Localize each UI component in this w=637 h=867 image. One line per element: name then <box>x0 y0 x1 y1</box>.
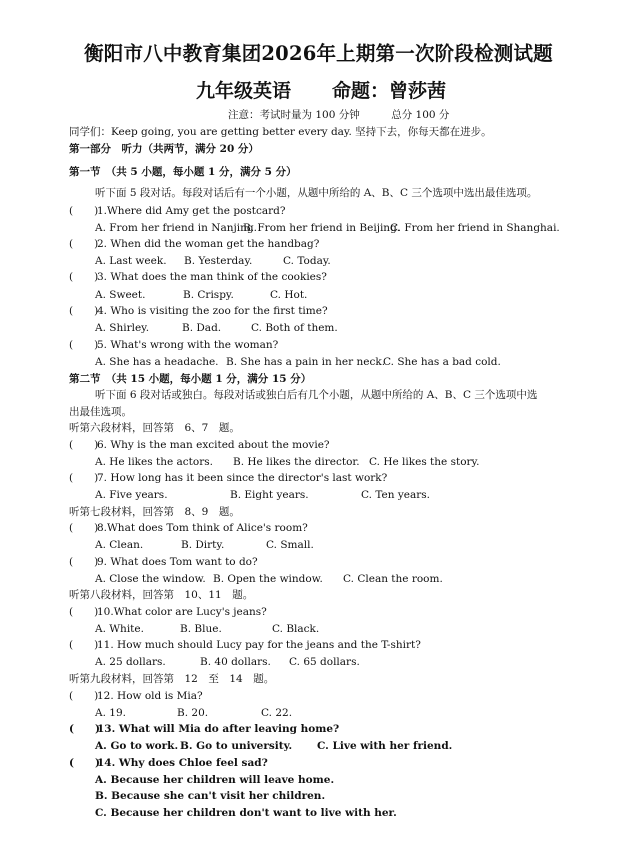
question-text: 8.What does Tom think of Alice's room? <box>97 522 308 534</box>
option-a: A. Clean. <box>95 539 144 551</box>
option-b: B. She has a pain in her neck. <box>226 356 386 368</box>
section2-instruction-cont: 出最佳选项。 <box>69 406 132 418</box>
question-text: 14. Why does Chloe feel sad? <box>97 757 268 769</box>
option-b: B. Open the window. <box>213 573 323 585</box>
option-b: B. Blue. <box>180 623 222 635</box>
answer-blank[interactable]: ( ) <box>69 639 99 651</box>
answer-blank[interactable]: ( ) <box>69 339 99 351</box>
option-c: C. Clean the room. <box>343 573 443 585</box>
option-b: B. From her friend in Beijing. <box>243 222 401 234</box>
option-b: B. 20. <box>177 707 209 719</box>
question-text: 5. What's wrong with the woman? <box>97 339 279 351</box>
option-b: B. 40 dollars. <box>200 656 271 668</box>
material-header: 听第七段材料，回答第 8、9 题。 <box>69 506 240 518</box>
option-b: B. He likes the director. <box>233 456 360 468</box>
answer-blank[interactable]: ( ) <box>69 205 99 217</box>
option-b: B. Eight years. <box>230 489 309 501</box>
answer-blank[interactable]: ( ) <box>69 690 99 702</box>
answer-blank[interactable]: ( ) <box>69 723 100 735</box>
option-a: A. He likes the actors. <box>95 456 213 468</box>
greeting: 同学们：Keep going, you are getting better every day. 坚持下去，你每天都在进步。 <box>69 126 492 138</box>
option-c: C. From her friend in Shanghai. <box>390 222 560 234</box>
option-c: C. 65 dollars. <box>289 656 360 668</box>
answer-blank[interactable]: ( ) <box>69 606 99 618</box>
question-text: 1.Where did Amy get the postcard? <box>97 205 286 217</box>
answer-blank[interactable]: ( ) <box>69 472 99 484</box>
option-b: B. Crispy. <box>183 289 234 301</box>
option-a: A. Sweet. <box>95 289 146 301</box>
option-a: A. Close the window. <box>95 573 206 585</box>
question-text: 10.What color are Lucy's jeans? <box>97 606 267 618</box>
option-a: A. She has a headache. <box>95 356 219 368</box>
material-header: 听第九段材料，回答第 12 至 14 题。 <box>69 673 275 685</box>
option-a: A. Last week. <box>95 255 167 267</box>
option-a: A. From her friend in Nanjing. <box>95 222 257 234</box>
question-text: 13. What will Mia do after leaving home? <box>97 723 340 735</box>
answer-blank[interactable]: ( ) <box>69 238 99 250</box>
answer-blank[interactable]: ( ) <box>69 556 99 568</box>
option-c: C. Black. <box>272 623 320 635</box>
option-b: B. Dirty. <box>181 539 225 551</box>
option-c: C. Live with her friend. <box>317 740 453 752</box>
question-text: 12. How old is Mia? <box>97 690 203 702</box>
option-c: C. Ten years. <box>361 489 430 501</box>
option-c: C. Hot. <box>270 289 308 301</box>
answer-blank[interactable]: ( ) <box>69 757 100 769</box>
option-a: A. Because her children will leave home. <box>95 774 335 786</box>
option-a: A. Go to work. <box>95 740 179 752</box>
option-a: A. 25 dollars. <box>95 656 166 668</box>
option-c: C. Both of them. <box>251 322 338 334</box>
question-text: 11. How much should Lucy pay for the jeans and the T-shirt? <box>97 639 421 651</box>
question-text: 4. Who is visiting the zoo for the first time? <box>97 305 328 317</box>
exam-notice: 注意：考试时量为 100 分钟 总分 100 分 <box>228 109 450 121</box>
answer-blank[interactable]: ( ) <box>69 271 99 283</box>
section2-instruction: 听下面 6 段对话或独白。每段对话或独白后有几个小题，从题中所给的 A、B、C 三个选项中选 <box>95 389 538 401</box>
option-c: C. He likes the story. <box>369 456 480 468</box>
exam-title: 衡阳市八中教育集团2026年上期第一次阶段检测试题 <box>84 42 553 65</box>
author-label: 命题：曾莎茜 <box>332 80 447 102</box>
question-text: 7. How long has it been since the director's last work? <box>97 472 388 484</box>
question-text: 9. What does Tom want to do? <box>97 556 258 568</box>
material-header: 听第六段材料，回答第 6、7 题。 <box>69 422 240 434</box>
section2-heading: 第二节 （共 15 小题，每小题 1 分，满分 15 分） <box>69 373 312 385</box>
section1-heading: 第一节 （共 5 小题，每小题 1 分，满分 5 分） <box>69 166 297 178</box>
option-a: A. Five years. <box>95 489 168 501</box>
option-a: A. 19. <box>95 707 126 719</box>
answer-blank[interactable]: ( ) <box>69 439 99 451</box>
question-text: 6. Why is the man excited about the movie? <box>97 439 330 451</box>
option-c: C. Small. <box>266 539 314 551</box>
option-b: B. Because she can't visit her children. <box>95 790 326 802</box>
material-header: 听第八段材料，回答第 10、11 题。 <box>69 589 254 601</box>
option-b: B. Dad. <box>182 322 222 334</box>
option-c: C. 22. <box>261 707 293 719</box>
option-c: C. Today. <box>283 255 331 267</box>
answer-blank[interactable]: ( ) <box>69 305 99 317</box>
part1-heading: 第一部分 听力（共两节，满分 20 分） <box>69 143 259 155</box>
option-c: C. She has a bad cold. <box>383 356 501 368</box>
question-text: 2. When did the woman get the handbag? <box>97 238 320 250</box>
subject-label: 九年级英语 <box>196 80 292 102</box>
option-c: C. Because her children don't want to live with her. <box>95 807 397 819</box>
section1-instruction: 听下面 5 段对话。每段对话后有一个小题，从题中所给的 A、B、C 三个选项中选出最佳选项。 <box>95 187 538 199</box>
option-b: B. Yesterday. <box>184 255 253 267</box>
option-a: A. White. <box>95 623 144 635</box>
question-text: 3. What does the man think of the cookies? <box>97 271 327 283</box>
option-b: B. Go to university. <box>180 740 293 752</box>
option-a: A. Shirley. <box>95 322 150 334</box>
answer-blank[interactable]: ( ) <box>69 522 99 534</box>
